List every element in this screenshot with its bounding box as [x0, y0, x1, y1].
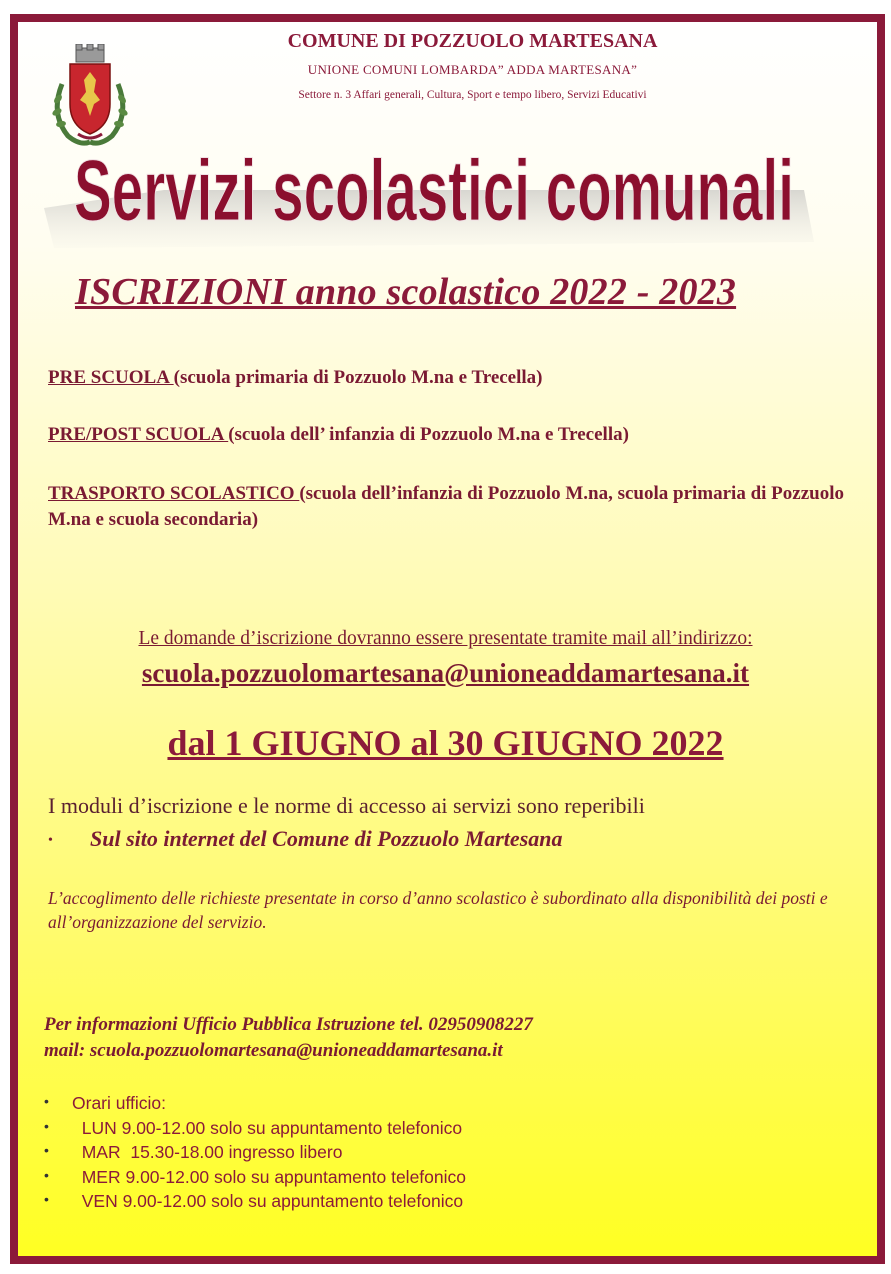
date-range: dal 1 GIUGNO al 30 GIUGNO 2022	[167, 723, 724, 763]
domande-text: Le domande d’iscrizione dovranno essere presentate tramite mail all’indirizzo:	[138, 628, 753, 649]
iscrizioni-heading: ISCRIZIONI anno scolastico 2022 - 2023	[75, 271, 737, 313]
office-hours-item: • MER 9.00-12.00 solo su appuntamento telefonico	[44, 1167, 466, 1192]
office-hours-item: • Orari ufficio:	[44, 1093, 466, 1118]
office-hours-item: • VEN 9.00-12.00 solo su appuntamento telefonico	[44, 1191, 466, 1216]
comune-title: COMUNE DI POZZUOLO MARTESANA	[287, 30, 658, 52]
service-pre-post-scuola	[48, 422, 858, 448]
service-pre-scuola	[48, 365, 858, 391]
accoglimento-note: L’accoglimento delle richieste presentate in corso d’anno scolastico è subordinato alla disponibilità dei posti e all’organizzazione del servizio.	[48, 888, 828, 932]
service-name: PRE SCUOLA	[48, 367, 174, 388]
banner-title-text: Servizi scolastici comunali	[74, 143, 794, 239]
info-block	[44, 1012, 844, 1064]
email-link[interactable]: scuola.pozzuolomartesana@unioneaddamartesana.it	[141, 658, 750, 688]
sito-text: Sul sito internet del Comune di Pozzuolo Martesana	[90, 826, 563, 851]
info-mail: mail: scuola.pozzuolomartesana@unioneaddamartesana.it	[44, 1040, 503, 1061]
info-phone: Per informazioni Ufficio Pubblica Istruzione tel. 02950908227	[44, 1014, 533, 1035]
unione-subtitle: UNIONE COMUNI LOMBARDA” ADDA MARTESANA”	[307, 62, 638, 77]
sito-item	[48, 826, 562, 852]
service-desc: (scuola dell’ infanzia di Pozzuolo M.na e Trecella)	[228, 424, 629, 445]
office-hours	[44, 1093, 466, 1216]
moduli-text: I moduli d’iscrizione e le norme di accesso ai servizi sono reperibili	[48, 793, 645, 818]
service-desc: (scuola dell’infanzia di Pozzuolo M.na, scuola primaria di Pozzuolo M.na e scuola secondaria)	[48, 483, 844, 530]
bullet-icon: •	[48, 832, 53, 848]
office-hours-item: • MAR 15.30-18.00 ingresso libero	[44, 1142, 466, 1167]
office-hours-item: • LUN 9.00-12.00 solo su appuntamento telefonico	[44, 1118, 466, 1143]
service-trasporto	[48, 481, 853, 533]
service-name: TRASPORTO SCOLASTICO	[48, 483, 300, 504]
service-desc: (scuola primaria di Pozzuolo M.na e Trecella)	[173, 367, 543, 388]
banner-title	[44, 130, 824, 260]
service-name: PRE/POST SCUOLA	[48, 424, 229, 445]
settore-line: Settore n. 3 Affari generali, Cultura, Sport e tempo libero, Servizi Educativi	[298, 89, 647, 101]
